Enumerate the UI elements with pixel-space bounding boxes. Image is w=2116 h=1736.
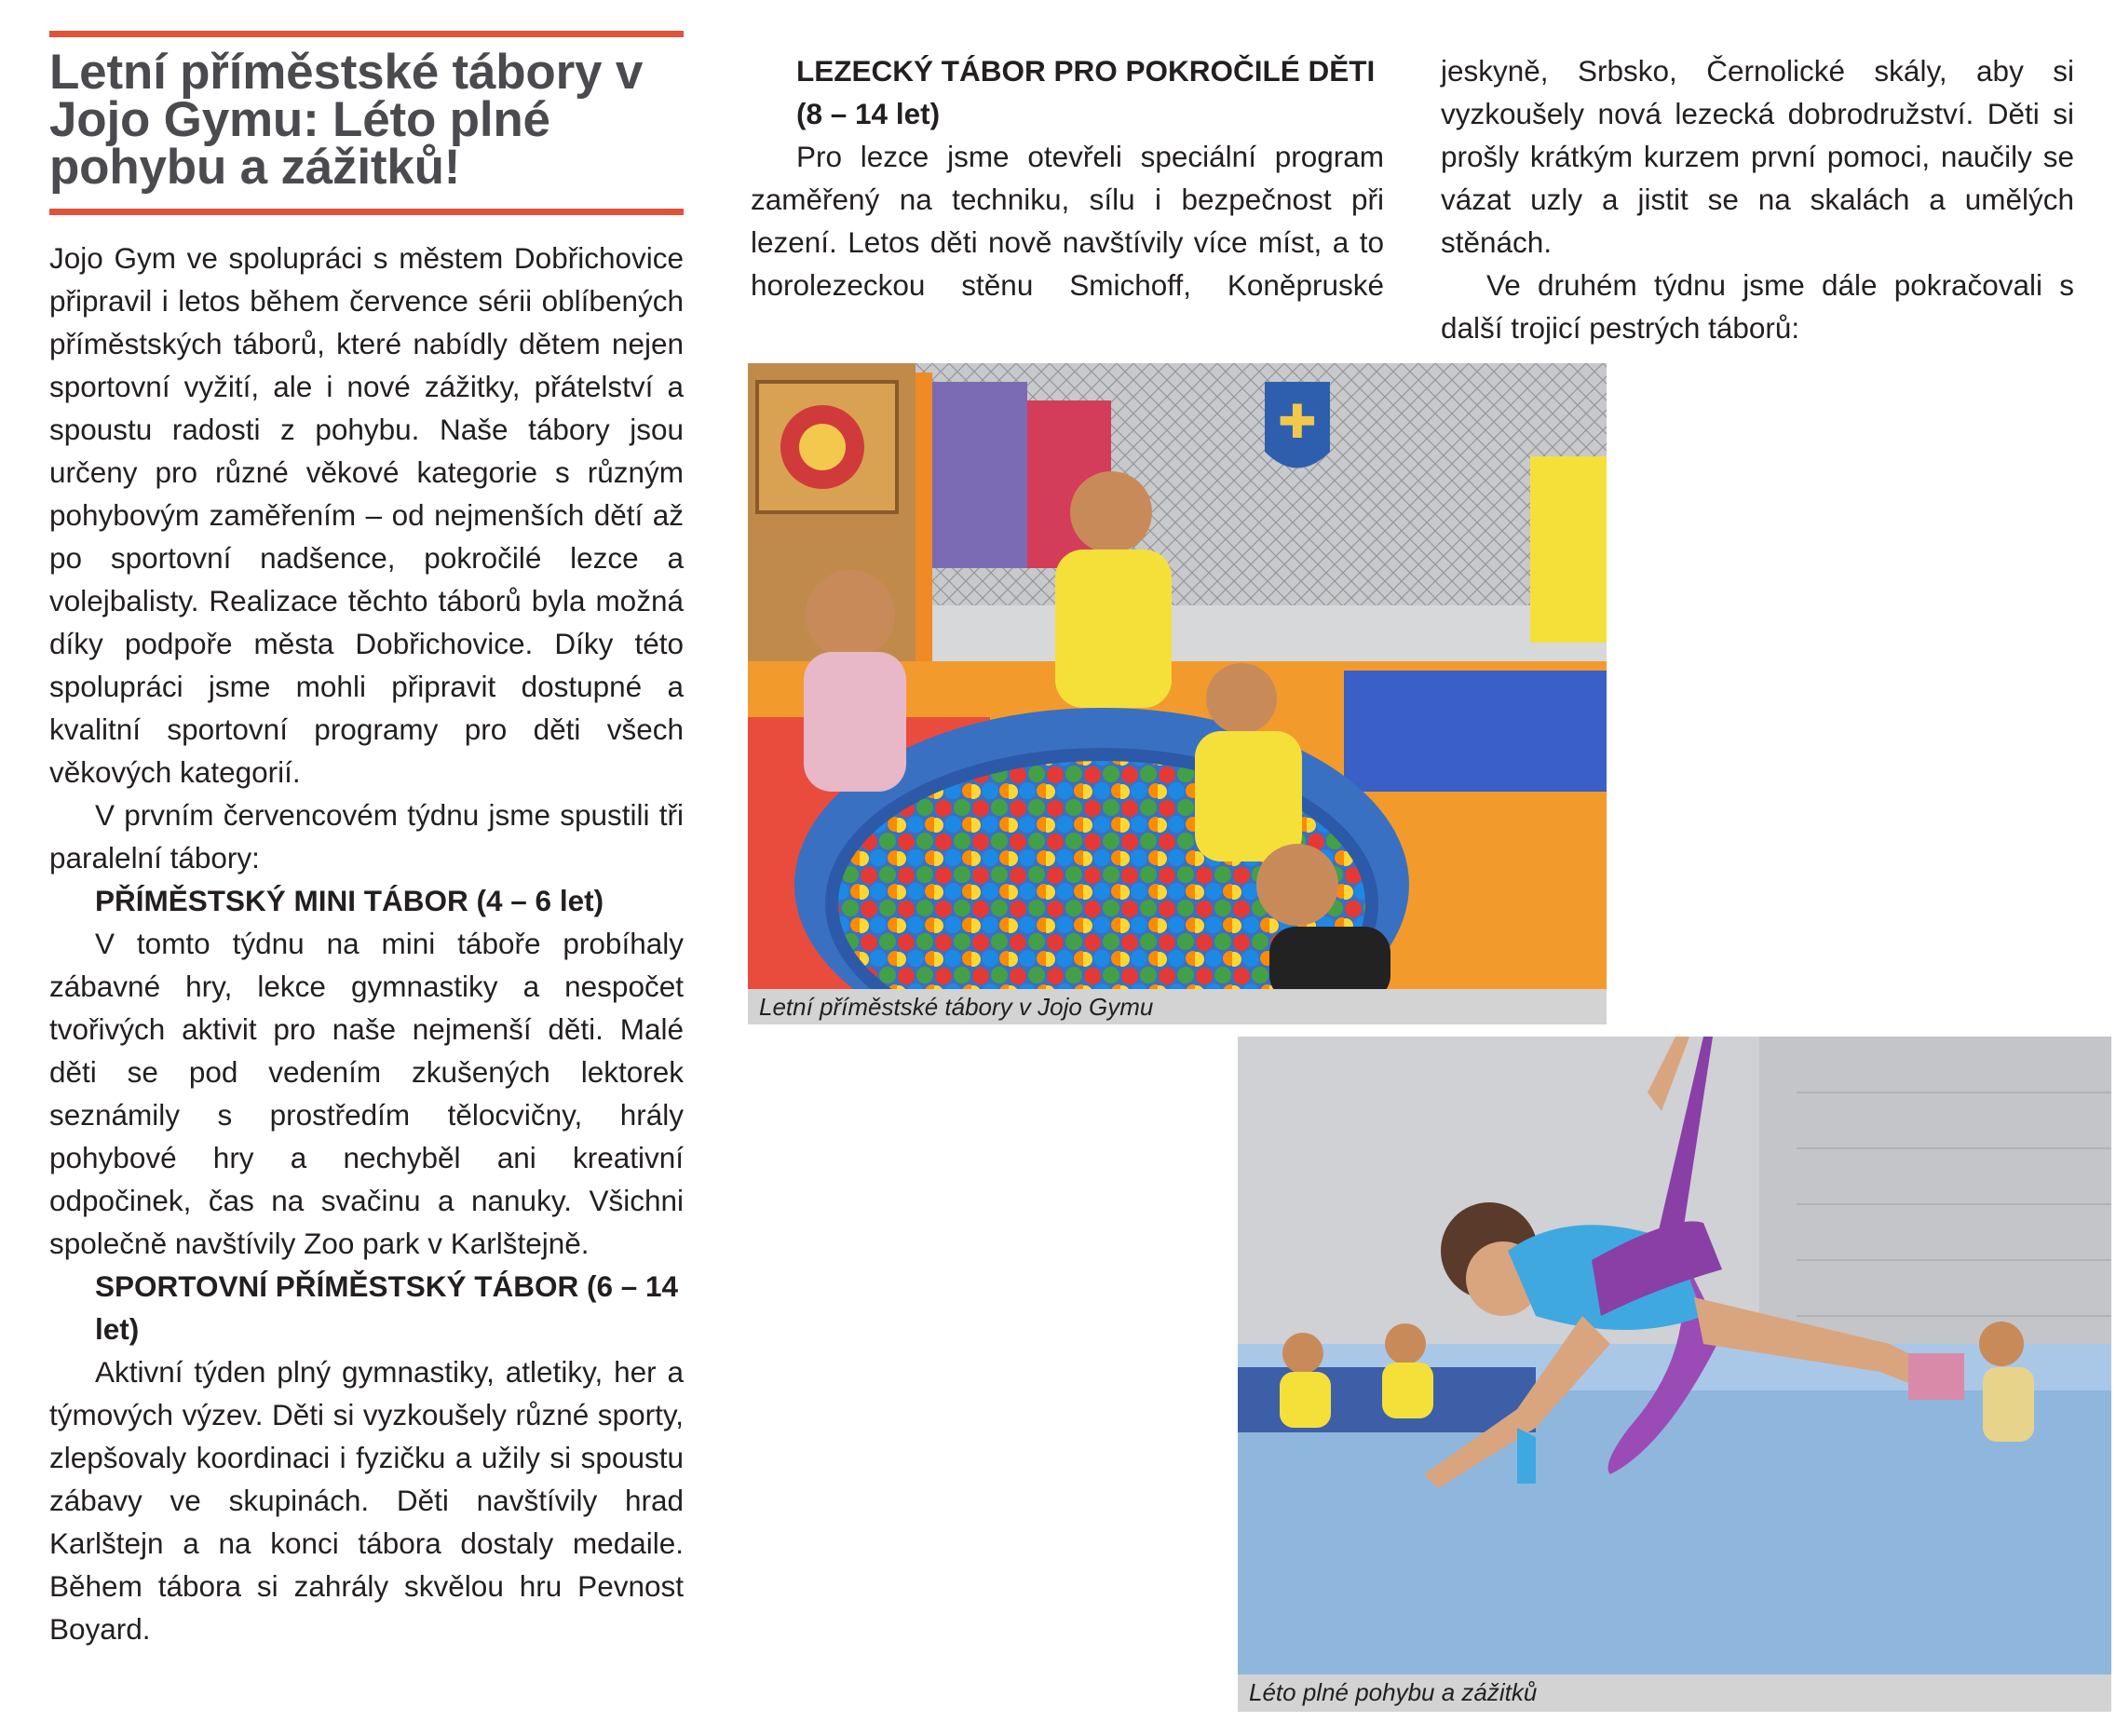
sport-camp-paragraph: Aktivní týden plný gymnastiky, atletiky, her a týmových výzev. Děti si vyzkoušely různé sporty, zlepšovaly koordinaci i fyzičku a užily si spoustu zábavy ve skupinách. Děti navštívily hrad Karlštejn a na konci tábora dostaly medaile. Během tábora si zahrály skvělou hru Pevnost Boyard. [49, 1355, 684, 1646]
climbing-camp-heading: LEZECKÝ TÁBOR PRO POKROČILÉ DĚTI (8 – 14 let) [796, 54, 1376, 130]
ball-pit-illustration [748, 363, 1607, 989]
intro-paragraph: Jojo Gym ve spolupráci s městem Dobřichovice připravil i letos během července sérii oblíbených příměstských táborů, které nabídly dětem nejen sportovní vyžití, ale i nové zážitky, přátelství a spoustu radosti z pohybu. Naše tábory jsou určeny pro různé věkové kategorie s různým pohybovým zaměřením – od nejmenších dětí až po sportovní nadšence, pokročilé lezce a volejbalisty. Realizace těchto táborů byla možná díky podpoře města Dobřichovice. Díky této spolupráci jsme mohli připravit dostupné a kvalitní sportovní programy pro děti všech věkových kategorií. [49, 241, 684, 789]
mini-camp-heading: PŘÍMĚSTSKÝ MINI TÁBOR (4 – 6 let) [95, 884, 604, 917]
photo-aerial-silks-caption: Léto plné pohybu a zážitků [1238, 1675, 2111, 1712]
photo-ball-pit-caption: Letní příměstské tábory v Jojo Gymu [748, 989, 1607, 1024]
second-week-paragraph: Ve druhém týdnu jsme dále pokračovali s další trojicí pestrých táborů: [1441, 268, 2074, 345]
photo-ball-pit [748, 363, 1607, 989]
mini-camp-paragraph: V tomto týdnu na mini táboře probíhaly zábavné hry, lekce gymnastiky a nespočet tvořivých aktivit pro naše nejmenší děti. Malé děti se pod vedením zkušených lektorek seznámily s prostředím tělocvičny, hrály pohybové hry a nechyběl ani kreativní odpočinek, čas na svačinu a nanuky. Všichni společně navštívily Zoo park v Karlštejně. [49, 927, 684, 1260]
left-column [49, 237, 684, 1650]
svg-text:✚: ✚ [1278, 395, 1317, 449]
middle-column [751, 49, 1384, 306]
sport-camp-heading: SPORTOVNÍ PŘÍMĚSTSKÝ TÁBOR (6 – 14 let) [95, 1269, 679, 1346]
title-bottom-rule [49, 209, 684, 215]
article-title: Letní příměstské tábory v Jojo Gymu: Léto plné pohybu a zážitků! [49, 45, 644, 195]
first-week-paragraph: V prvním červencovém týdnu jsme spustili tři paralelní tábory: [49, 798, 684, 875]
title-top-rule [49, 31, 684, 37]
right-column [1441, 49, 2074, 349]
photo-aerial-silks [1238, 1037, 2111, 1675]
climbing-camp-paragraph-continued: jeskyně, Srbsko, Černolické skály, aby si vyzkoušely nová lezecká dobrodružství. Děti si prošly krátkým kurzem první pomoci, naučily se vázat uzly a jistit se na skalách a umělých stěnách. [1441, 54, 2074, 259]
climbing-camp-paragraph: Pro lezce jsme otevřeli speciální program zaměřený na techniku, sílu i bezpečnost při lezení. Letos děti nově navštívily více míst, a to horolezeckou stěnu Smichoff, Koněpruské [751, 140, 1384, 302]
aerial-silks-illustration [1238, 1037, 2111, 1675]
